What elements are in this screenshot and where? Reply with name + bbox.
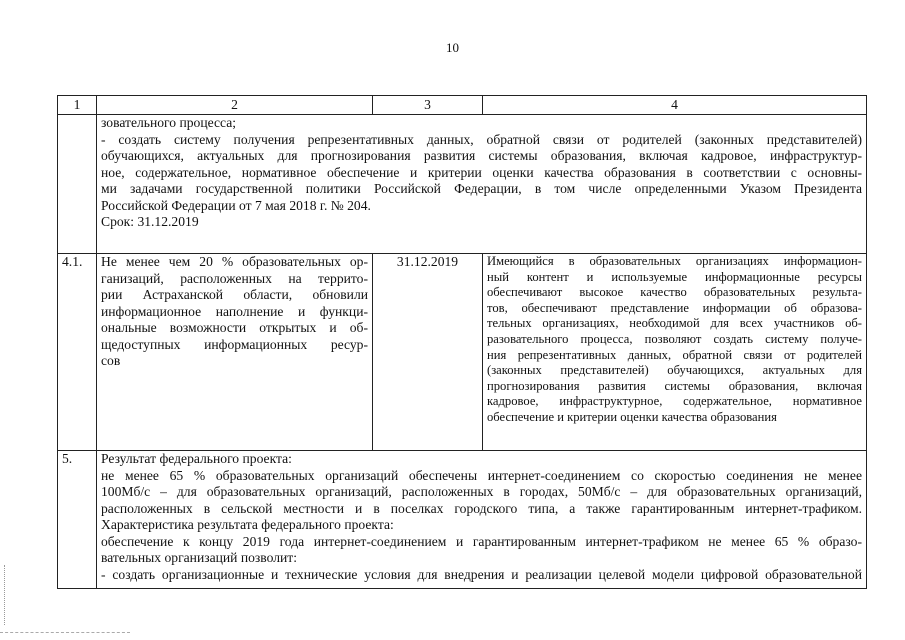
table-header-row	[58, 96, 867, 115]
text-line: информационное наполнение и функци-	[101, 303, 368, 319]
continuation-num-cell	[58, 115, 97, 254]
text-line: - создать организационные и технические условия для внедрения и реализации целевой модели цифровой образовательной	[101, 566, 862, 582]
text-line: ное, содержательное, нормативное обеспечение и критерии оценки качества образования в соответствии с основны-	[101, 164, 862, 180]
text-line: расположенных в сельской местности и в поселках городского типа, а также гарантированным интернет-трафиком.	[101, 500, 862, 516]
indicator-text	[97, 254, 373, 451]
header-cell-2: 2	[97, 96, 373, 115]
header-cell-4: 4	[483, 96, 867, 115]
text-line: обучающихся, актуальных для прогнозирования развития системы образования, включая кадровое, инфраструктур-	[101, 148, 862, 163]
text-line: (законных представителей) обучающихся, актуальных для	[487, 363, 862, 378]
result-text	[483, 254, 867, 451]
text-line: прогнозирования развития системы образования, включая	[487, 378, 862, 393]
row-5	[58, 451, 867, 589]
page-number: 10	[446, 40, 459, 55]
text-line: Не менее чем 20 % образовательных ор-	[101, 254, 368, 269]
text-line: обеспечение и критерии оценки качества образования	[487, 409, 777, 424]
text-line: ми задачами государственной политики Российской Федерации, в том числе определенными Указом Президента	[101, 181, 862, 196]
row-number: 5.	[58, 451, 97, 589]
continuation-row	[58, 115, 867, 254]
text-line: тельных организациях, необходимой для всех участников об-	[487, 316, 862, 331]
text-line: тов, обеспечивают представление информации об образова-	[487, 300, 862, 315]
text-line: кадровое, инфраструктурное, содержательное, нормативное	[487, 394, 862, 409]
text-line: разовательного процесса, позволяют создать систему получе-	[487, 331, 862, 346]
continuation-text	[97, 115, 867, 254]
row-number: 4.1.	[58, 254, 97, 451]
text-line: обеспечение к концу 2019 года интернет-соединением и гарантированным интернет-трафиком не менее 65 % образо-	[101, 533, 862, 549]
text-line: Имеющийся в образовательных организациях информацион-	[487, 254, 862, 268]
row-4-1	[58, 254, 867, 451]
text-line: ния репрезентативных данных, обратной связи от родителей	[487, 347, 862, 362]
text-line: не менее 65 % образовательных организаций обеспечены интернет-соединением со скоростью соединения не менее	[101, 467, 862, 483]
text-line: сов	[101, 353, 121, 368]
text-line: щедоступных информационных ресур-	[101, 336, 368, 352]
text-line: рии Астраханской области, обновили	[101, 287, 368, 302]
text-line: вательных организаций позволит:	[101, 550, 298, 565]
text-line: Характеристика результата федерального проекта:	[101, 517, 394, 532]
deadline-date: 31.12.2019	[373, 254, 483, 451]
federal-result-text	[97, 451, 867, 589]
text-line: ганизаций, расположенных на террито-	[101, 270, 368, 286]
text-line: ный контент и используемые информационные ресурсы	[487, 269, 862, 284]
text-line: обеспечивают высокое качество образовательных результа-	[487, 285, 862, 300]
text-line: Российской Федерации от 7 мая 2018 г. № 204.	[101, 197, 371, 213]
document-table	[57, 95, 867, 589]
header-cell-3: 3	[373, 96, 483, 115]
text-line: зовательного процесса;	[101, 115, 237, 130]
text-line: Результат федерального проекта:	[101, 451, 292, 466]
header-cell-1: 1	[58, 96, 97, 115]
scan-edge-mark	[4, 565, 7, 625]
scan-bottom-mark	[0, 632, 130, 635]
text-line: ональные возможности открытых и об-	[101, 320, 368, 335]
text-line: 100Мб/с – для образовательных организаций, расположенных в городах, 50Мб/с – для образовательных организаций,	[101, 484, 862, 499]
deadline-text: Срок: 31.12.2019	[101, 214, 199, 229]
text-line: - создать систему получения репрезентативных данных, обратной связи от родителей (законных представителей)	[101, 131, 862, 147]
